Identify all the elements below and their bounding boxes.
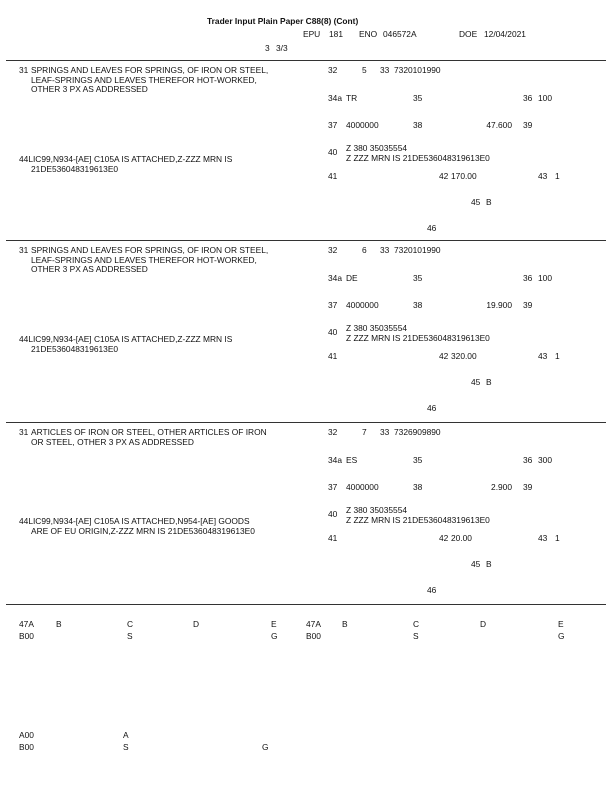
box34a-label: 34a — [328, 273, 342, 283]
box44-line-1: 44LIC99,N934-[AE] C105A IS ATTACHED,Z-ZZZ MRN IS — [19, 334, 233, 344]
box31-label: 31 — [19, 245, 29, 255]
item-divider — [6, 240, 606, 241]
box39-label: 39 — [523, 300, 533, 310]
box32-label: 32 — [328, 65, 338, 75]
goods-description — [31, 66, 331, 95]
box42-label: 42 — [439, 533, 449, 543]
item-price: 20.00 — [451, 533, 472, 543]
box32-label: 32 — [328, 245, 338, 255]
box35-label: 35 — [413, 455, 423, 465]
item-number: 7 — [362, 427, 367, 437]
box45-label: 45 — [471, 197, 481, 207]
box47-cell: G — [558, 631, 565, 641]
doe-label: DOE — [459, 29, 478, 39]
valuation-method: 1 — [555, 351, 560, 361]
previous-doc-2: Z ZZZ MRN IS 21DE536048319613E0 — [346, 153, 490, 163]
valuation-method: 1 — [555, 171, 560, 181]
box46-label: 46 — [427, 403, 437, 413]
previous-doc-2: Z ZZZ MRN IS 21DE536048319613E0 — [346, 515, 490, 525]
previous-doc-1: Z 380 35035554 — [346, 323, 408, 333]
box47-header: C — [127, 619, 134, 629]
net-mass: 2.900 — [491, 482, 512, 492]
preference-code: 100 — [538, 273, 552, 283]
top-divider — [6, 60, 606, 61]
box47-cell: G — [271, 631, 278, 641]
epu-label: EPU — [303, 29, 321, 39]
procedure-code: 4000000 — [346, 482, 379, 492]
item-divider — [6, 422, 606, 423]
eno-label: ENO — [359, 29, 378, 39]
box47-cell: S — [123, 742, 129, 752]
box34a-label: 34a — [328, 93, 342, 103]
box44-line-1: 44LIC99,N934-[AE] C105A IS ATTACHED,Z-ZZZ MRN IS — [19, 154, 233, 164]
box32-label: 32 — [328, 427, 338, 437]
origin-country: TR — [346, 93, 358, 103]
box38-label: 38 — [413, 120, 423, 130]
net-mass: 47.600 — [486, 120, 512, 130]
box41-label: 41 — [328, 171, 338, 181]
box47-cell: B00 — [19, 742, 34, 752]
box42-label: 42 — [439, 351, 449, 361]
box47-header: 47A — [306, 619, 321, 629]
box44-line-2: 21DE536048319613E0 — [31, 164, 119, 174]
box47-cell: B00 — [19, 631, 34, 641]
procedure-code: 4000000 — [346, 300, 379, 310]
page-box-number: 3 — [265, 43, 270, 53]
eno-value: 046572A — [383, 29, 417, 39]
procedure-code: 4000000 — [346, 120, 379, 130]
box40-label: 40 — [328, 509, 338, 519]
adjustment-code: B — [486, 377, 492, 387]
box47-header: B — [342, 619, 348, 629]
box45-label: 45 — [471, 377, 481, 387]
box35-label: 35 — [413, 93, 423, 103]
box47-header: E — [558, 619, 564, 629]
goods-description-line: OTHER 3 PX AS ADDRESSED — [31, 84, 148, 95]
net-mass: 19.900 — [486, 300, 512, 310]
box36-label: 36 — [523, 93, 533, 103]
box42-label: 42 — [439, 171, 449, 181]
box47-cell: S — [413, 631, 419, 641]
box44-line-1: 44LIC99,N934-[AE] C105A IS ATTACHED,N954-[AE] GOODS — [19, 516, 250, 526]
box47-header: 47A — [19, 619, 34, 629]
box33-label: 33 — [380, 427, 390, 437]
commodity-code: 7320101990 — [394, 245, 441, 255]
form-title: Trader Input Plain Paper C88(8) (Cont) — [207, 16, 359, 26]
box47-cell: G — [262, 742, 269, 752]
commodity-code: 7320101990 — [394, 65, 441, 75]
box33-label: 33 — [380, 65, 390, 75]
box47-cell: A — [123, 730, 129, 740]
adjustment-code: B — [486, 197, 492, 207]
box43-label: 43 — [538, 533, 548, 543]
goods-description — [31, 246, 331, 275]
previous-doc-2: Z ZZZ MRN IS 21DE536048319613E0 — [346, 333, 490, 343]
box44-line-2: ARE OF EU ORIGIN,Z-ZZZ MRN IS 21DE536048319613E0 — [31, 526, 255, 536]
box39-label: 39 — [523, 482, 533, 492]
box44-line-2: 21DE536048319613E0 — [31, 344, 119, 354]
box47-header: D — [193, 619, 200, 629]
box31-label: 31 — [19, 427, 29, 437]
box31-label: 31 — [19, 65, 29, 75]
box46-label: 46 — [427, 585, 437, 595]
item-number: 6 — [362, 245, 367, 255]
goods-description-line: ARTICLES OF IRON OR STEEL, OTHER ARTICLES OF IRON — [31, 427, 267, 437]
preference-code: 300 — [538, 455, 552, 465]
adjustment-code: B — [486, 559, 492, 569]
goods-description — [31, 428, 331, 447]
box47-cell: B00 — [306, 631, 321, 641]
box47-header: C — [413, 619, 420, 629]
preference-code: 100 — [538, 93, 552, 103]
origin-country: DE — [346, 273, 358, 283]
box34a-label: 34a — [328, 455, 342, 465]
item-price: 170.00 — [451, 171, 477, 181]
box43-label: 43 — [538, 171, 548, 181]
box47-header: D — [480, 619, 487, 629]
box38-label: 38 — [413, 300, 423, 310]
box37-label: 37 — [328, 120, 338, 130]
previous-doc-1: Z 380 35035554 — [346, 143, 408, 153]
commodity-code: 7326909890 — [394, 427, 441, 437]
epu-value: 181 — [329, 29, 343, 39]
box37-label: 37 — [328, 482, 338, 492]
box39-label: 39 — [523, 120, 533, 130]
box38-label: 38 — [413, 482, 423, 492]
page-of: 3/3 — [276, 43, 288, 53]
box47-divider — [6, 604, 606, 605]
box45-label: 45 — [471, 559, 481, 569]
box37-label: 37 — [328, 300, 338, 310]
goods-description-line: LEAF-SPRINGS AND LEAVES THEREFOR HOT-WORKED, — [31, 74, 257, 85]
box47-cell: A00 — [19, 730, 34, 740]
item-number: 5 — [362, 65, 367, 75]
box33-label: 33 — [380, 245, 390, 255]
box36-label: 36 — [523, 273, 533, 283]
box35-label: 35 — [413, 273, 423, 283]
box47-header: B — [56, 619, 62, 629]
previous-doc-1: Z 380 35035554 — [346, 505, 408, 515]
doe-value: 12/04/2021 — [484, 29, 526, 39]
item-price: 320.00 — [451, 351, 477, 361]
box41-label: 41 — [328, 351, 338, 361]
origin-country: ES — [346, 455, 358, 465]
box46-label: 46 — [427, 223, 437, 233]
goods-description-line: SPRINGS AND LEAVES FOR SPRINGS, OF IRON OR STEEL, — [31, 245, 269, 255]
box36-label: 36 — [523, 455, 533, 465]
goods-description-line: LEAF-SPRINGS AND LEAVES THEREFOR HOT-WORKED, — [31, 254, 257, 265]
goods-description-line: OR STEEL, OTHER 3 PX AS ADDRESSED — [31, 436, 194, 447]
box40-label: 40 — [328, 147, 338, 157]
box47-header: E — [271, 619, 277, 629]
goods-description-line: OTHER 3 PX AS ADDRESSED — [31, 264, 148, 275]
valuation-method: 1 — [555, 533, 560, 543]
goods-description-line: SPRINGS AND LEAVES FOR SPRINGS, OF IRON OR STEEL, — [31, 65, 269, 75]
box40-label: 40 — [328, 327, 338, 337]
box47-cell: S — [127, 631, 133, 641]
box41-label: 41 — [328, 533, 338, 543]
box43-label: 43 — [538, 351, 548, 361]
